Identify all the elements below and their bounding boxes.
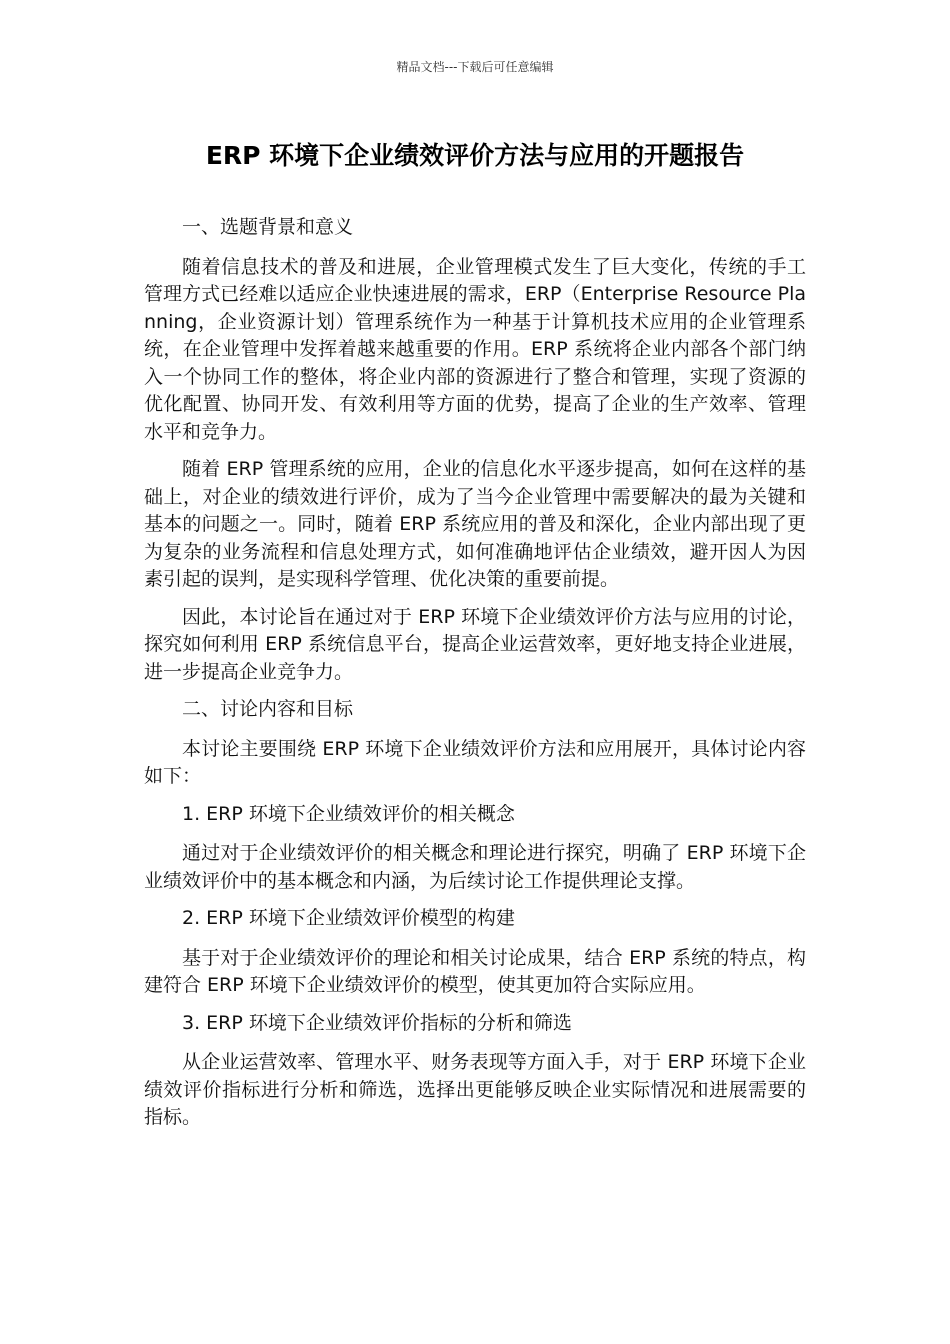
page-header-note: 精品文档---下载后可任意编辑: [396, 60, 554, 74]
subheading-concepts: 1. ERP 环境下企业绩效评价的相关概念: [182, 802, 515, 825]
section-heading-content: 二、讨论内容和目标: [182, 698, 354, 720]
subheading-indicators: 3. ERP 环境下企业绩效评价指标的分析和筛选: [182, 1011, 572, 1034]
paragraph-background-1: 随着信息技术的普及和进展，企业管理模式发生了巨大变化，传统的手工管理方式已经难以适应企业快速进展的需求，ERP（Enterprise Resource Planning，企业资源计划）管理系统作为一种基于计算机技术应用的企业管理系统，在企业管理中发挥着越来越重要的作用。ERP 系统将企业内部各个部门纳入一个协同工作的整体，将企业内部的资源进行了整合和管理，实现了资源的优化配置、协同开发、有效利用等方面的优势，提高了企业的生产效率、管理水平和竞争力。: [144, 255, 806, 443]
subheading-model: 2. ERP 环境下企业绩效评价模型的构建: [182, 907, 515, 929]
paragraph-concepts: 通过对于企业绩效评价的相关概念和理论进行探究，明确了 ERP 环境下企业绩效评价中的基本概念和内涵，为后续讨论工作提供理论支撑。: [144, 842, 806, 892]
paragraph-indicators: 从企业运营效率、管理水平、财务表现等方面入手，对于 ERP 环境下企业绩效评价指标进行分析和筛选，选择出更能够反映企业实际情况和进展需要的指标。: [144, 1051, 806, 1128]
paragraph-background-2: 随着 ERP 管理系统的应用，企业的信息化水平逐步提高，如何在这样的基础上，对企业的绩效进行评价，成为了当今企业管理中需要解决的最为关键和基本的问题之一。同时，随着 ERP 系统应用的普及和深化，企业内部出现了更为复杂的业务流程和信息处理方式，如何准确地评估企业绩效，避开因人为因素引起的误判，是实现科学管理、优化决策的重要前提。: [144, 458, 806, 590]
document-title: ERP 环境下企业绩效评价方法与应用的开题报告: [205, 141, 745, 170]
section-heading-background: 一、选题背景和意义: [182, 216, 354, 238]
paragraph-content-intro: 本讨论主要围绕 ERP 环境下企业绩效评价方法和应用展开，具体讨论内容如下：: [144, 737, 806, 787]
document-body: [144, 214, 806, 1142]
paragraph-background-3: 因此，本讨论旨在通过对于 ERP 环境下企业绩效评价方法与应用的讨论，探究如何利用 ERP 系统信息平台，提高企业运营效率，更好地支持企业进展，进一步提高企业竞争力。: [144, 605, 806, 683]
paragraph-model: 基于对于企业绩效评价的理论和相关讨论成果，结合 ERP 系统的特点，构建符合 ERP 环境下企业绩效评价的模型，使其更加符合实际应用。: [144, 946, 806, 996]
